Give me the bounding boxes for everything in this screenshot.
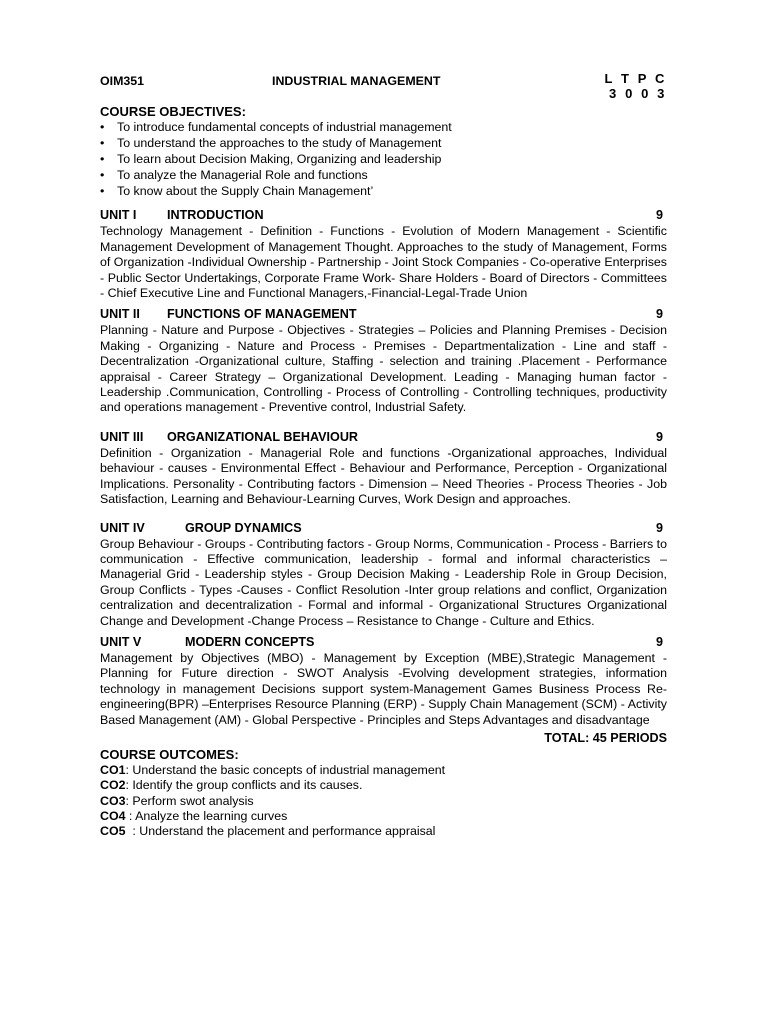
unit-number: UNIT IV — [100, 520, 145, 535]
unit-1 — [100, 208, 667, 301]
bullet-icon: • — [100, 136, 105, 151]
unit-hours: 9 — [655, 429, 663, 444]
unit-hours: 9 — [655, 307, 663, 322]
outcome-text: : Understand the basic concepts of industrial management — [125, 762, 446, 777]
unit-body: Technology Management - Definition - Functions - Evolution of Modern Management - Scientific Management Development of Management Thought. Approaches to the study of Management, Forms of Organization -Individual Ownership - Partnership - Joint Stock Companies - Co-operative Enterprises - Public Sector Undertakings, Corporate Frame Work- Share Holders - Board of Directors - Committees - Chief Executive Line and Functional Managers,-Financial-Legal-Trade Union — [100, 224, 667, 301]
course-objectives-section — [100, 104, 667, 199]
outcome-text: : Perform swot analysis — [125, 793, 254, 808]
unit-number: UNIT I — [100, 208, 137, 223]
unit-name: INTRODUCTION — [167, 208, 264, 223]
unit-number: UNIT V — [100, 634, 142, 649]
outcome-text: : Identify the group conflicts and its causes. — [125, 778, 363, 793]
outcome-label: CO5 — [100, 824, 126, 839]
syllabus-page — [100, 72, 667, 840]
course-header — [100, 72, 667, 104]
course-outcomes-section — [100, 747, 667, 839]
list-item — [100, 778, 667, 793]
objective-text: To analyze the Managerial Role and functions — [117, 168, 368, 183]
course-code: OIM351 — [100, 74, 145, 88]
unit-heading — [100, 635, 667, 651]
list-item — [100, 794, 667, 809]
objectives-list — [100, 119, 667, 199]
list-item — [100, 119, 667, 135]
unit-heading — [100, 208, 667, 224]
unit-heading — [100, 521, 667, 537]
list-item — [100, 151, 667, 167]
unit-heading — [100, 307, 667, 323]
objective-text: To know about the Supply Chain Management’ — [117, 184, 374, 199]
course-title: INDUSTRIAL MANAGEMENT — [272, 74, 441, 88]
list-item — [100, 809, 667, 824]
unit-4 — [100, 521, 667, 629]
unit-number: UNIT III — [100, 429, 144, 444]
unit-hours: 9 — [655, 208, 663, 223]
unit-name: GROUP DYNAMICS — [185, 520, 302, 535]
outcome-text: : Understand the placement and performance appraisal — [125, 824, 436, 839]
objectives-title: COURSE OBJECTIVES: — [100, 104, 246, 119]
bullet-icon: • — [100, 168, 105, 183]
unit-name: FUNCTIONS OF MANAGEMENT — [167, 307, 357, 322]
unit-number: UNIT II — [100, 307, 140, 322]
objective-text: To learn about Decision Making, Organizing and leadership — [117, 152, 442, 167]
objective-text: To introduce fundamental concepts of industrial management — [117, 120, 452, 135]
bullet-icon: • — [100, 120, 105, 135]
unit-heading — [100, 430, 667, 446]
unit-3 — [100, 430, 667, 508]
unit-body: Management by Objectives (MBO) - Management by Exception (MBE),Strategic Management - Planning for Future direction - SWOT Analysis -Evolving development strategies, information technology in management Decisions support system-Management Games Business Process Re-engineering(BPR) –Enterprises Resource Planning (ERP) - Supply Chain Management (SCM) - Activity Based Management (AM) - Global Perspective - Principles and Steps Advantages and disadvantage — [100, 650, 667, 727]
ltpc-values: 3 0 0 3 — [609, 85, 667, 101]
list-item — [100, 183, 667, 199]
list-item — [100, 763, 667, 778]
outcome-label: CO1 — [100, 762, 126, 777]
unit-name: MODERN CONCEPTS — [185, 634, 315, 649]
ltpc-labels: L T P C — [604, 71, 667, 86]
objective-text: To understand the approaches to the study of Management — [117, 136, 442, 151]
ltpc-block — [604, 72, 667, 101]
outcome-label: CO3 — [100, 793, 126, 808]
outcome-text: : Analyze the learning curves — [125, 809, 288, 823]
outcome-label: CO4 — [100, 809, 126, 823]
outcome-label: CO2 — [100, 778, 126, 793]
list-item — [100, 824, 667, 839]
unit-hours: 9 — [655, 520, 663, 535]
bullet-icon: • — [100, 184, 105, 199]
unit-body: Planning - Nature and Purpose - Objectives - Strategies – Policies and Planning Premises - Decision Making - Organizing - Nature and Process - Premises - Departmentalization - Line and staff - Decentralization -Organizational culture, Staffing - selection and training .Placement - Performance appraisal - Career Strategy – Organizational Development. Leading - Managing human factor - Leadership .Communication, Controlling - Process of Controlling - Controlling techniques, productivity and operations management - Preventive control, Industrial Safety. — [100, 323, 667, 415]
total-periods: TOTAL: 45 PERIODS — [544, 730, 667, 745]
unit-body: Definition - Organization - Managerial Role and functions -Organizational approaches, Individual behaviour - causes - Environmental Effect - Behaviour and Performance, Perception - Organizational Implications. Personality - Contributing factors - Dimension – Need Theories - Process Theories - Job Satisfaction, Learning and Behaviour-Learning Curves, Work Design and approaches. — [100, 445, 667, 507]
list-item — [100, 135, 667, 151]
unit-name: ORGANIZATIONAL BEHAVIOUR — [167, 429, 359, 444]
unit-body: Group Behaviour - Groups - Contributing factors - Group Norms, Communication - Process - Barriers to communication - Effective communication, leadership - formal and informal characteristics – Managerial Grid - Leadership styles - Group Decision Making - Leadership Role in Group Decision, Group Conflicts - Types -Causes - Conflict Resolution -Inter group relations and conflict, Organization centralization and decentralization - Formal and informal - Organizational Structures Organizational Change and Development -Change Process – Resistance to Change - Culture and Ethics. — [100, 536, 667, 628]
unit-5 — [100, 635, 667, 728]
unit-2 — [100, 307, 667, 415]
list-item — [100, 167, 667, 183]
outcomes-title: COURSE OUTCOMES: — [100, 747, 239, 763]
bullet-icon: • — [100, 152, 105, 167]
unit-hours: 9 — [655, 634, 663, 649]
